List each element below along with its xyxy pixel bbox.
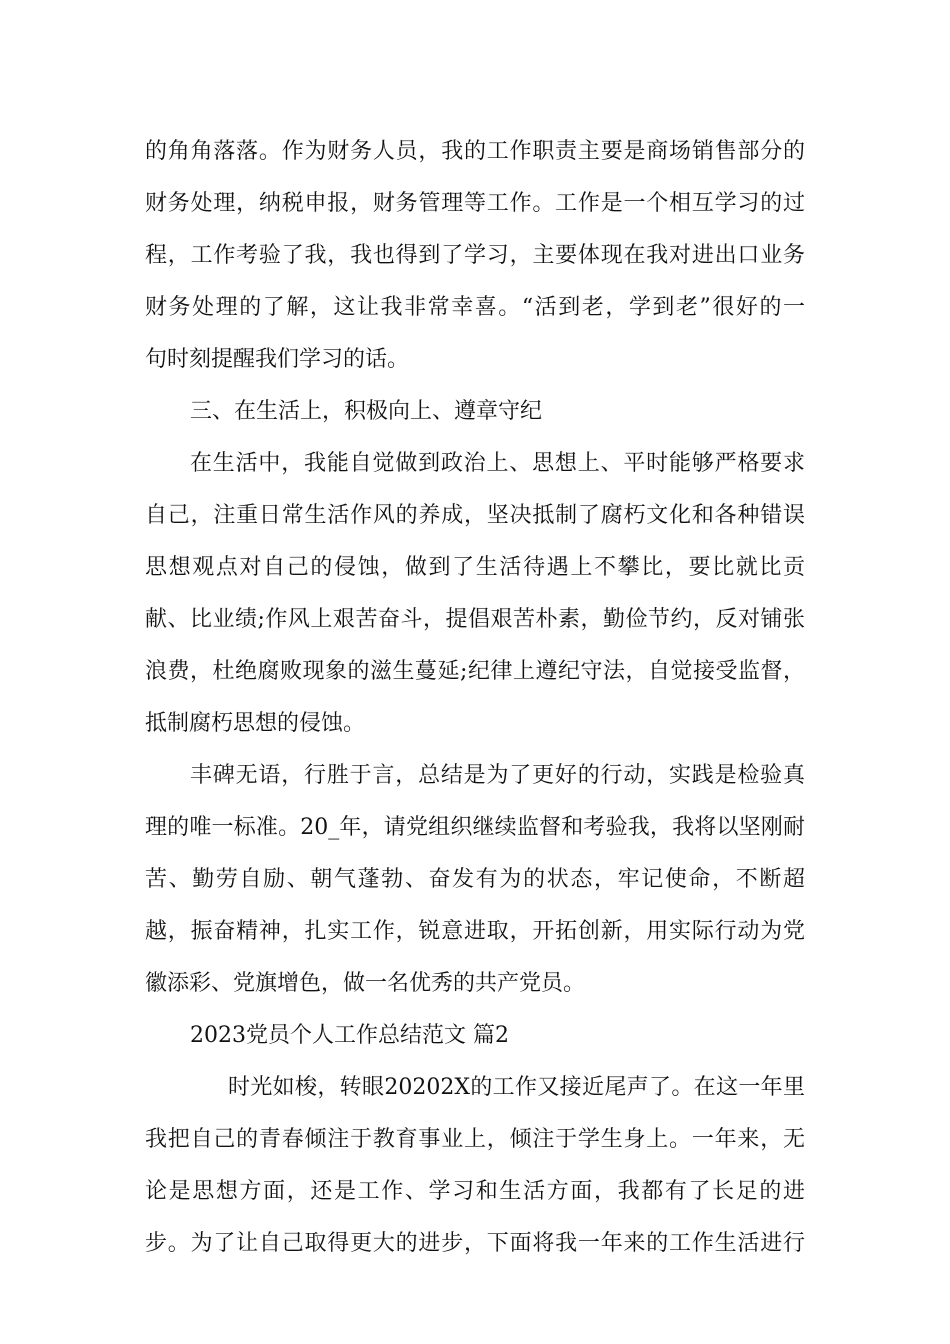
paragraph-line: 句时刻提醒我们学习的话。 [145,347,410,372]
paragraph-line: 浪费，杜绝腐败现象的滋生蔓延;纪律上遵纪守法，自觉接受监督， [145,659,805,684]
paragraph-line: 论是思想方面，还是工作、学习和生活方面，我都有了长足的进 [145,1179,805,1204]
paragraph-line: 的角角落落。作为财务人员，我的工作职责主要是商场销售部分的 [145,139,805,164]
paragraph-line: 财务处理，纳税申报，财务管理等工作。工作是一个相互学习的过 [145,191,805,216]
paragraph-line: 献、比业绩;作风上艰苦奋斗，提倡艰苦朴素，勤俭节约，反对铺张 [145,607,805,632]
paragraph-line: 步。为了让自己取得更大的进步，下面将我一年来的工作生活进行 [145,1231,805,1256]
paragraph-line: 时光如梭，转眼20202X的工作又接近尾声了。在这一年里 [228,1075,805,1100]
paragraph-line: 我把自己的青春倾注于教育事业上，倾注于学生身上。一年来，无 [145,1127,805,1152]
paragraph-line: 越，振奋精神，扎实工作，锐意进取，开拓创新，用实际行动为党 [145,919,805,944]
paragraph-line: 徽添彩、党旗增色，做一名优秀的共产党员。 [145,971,586,996]
paragraph-line: 在生活中，我能自觉做到政治上、思想上、平时能够严格要求 [190,451,805,476]
paragraph-line: 自己，注重日常生活作风的养成，坚决抵制了腐朽文化和各种错误 [145,503,805,528]
section-heading: 三、在生活上，积极向上、遵章守纪 [190,399,543,424]
paragraph-line: 财务处理的了解，这让我非常幸喜。“活到老，学到老”很好的一 [145,295,805,320]
paragraph-line: 抵制腐朽思想的侵蚀。 [145,711,366,736]
section-title: 2023党员个人工作总结范文 篇2 [190,1023,509,1048]
paragraph-line: 苦、勤劳自励、朝气蓬勃、奋发有为的状态，牢记使命，不断超 [145,867,805,892]
paragraph-line: 理的唯一标准。20_年，请党组织继续监督和考验我，我将以坚刚耐 [145,815,805,840]
paragraph-line: 程，工作考验了我，我也得到了学习，主要体现在我对进出口业务 [145,243,805,268]
paragraph-line: 丰碑无语，行胜于言，总结是为了更好的行动，实践是检验真 [190,763,805,788]
paragraph-line: 思想观点对自己的侵蚀，做到了生活待遇上不攀比，要比就比贡 [145,555,805,580]
